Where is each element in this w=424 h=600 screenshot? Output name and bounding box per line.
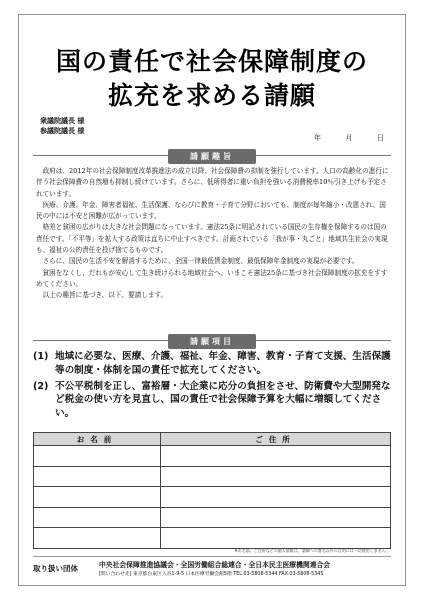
name-cell[interactable] <box>34 466 161 487</box>
addressee-house-of-councillors: 参議院議長 様 <box>40 127 85 135</box>
purpose-paragraph: 医療、介護、年金、障害者福祉、生活保護、ならびに教育・子育て分野においても、制度が毎年縮小・改悪され、国民の中には不安と困難が広がっています。 <box>36 200 386 221</box>
document-title-line2: 拡充を求める請願 <box>107 81 316 110</box>
signature-table <box>33 432 391 549</box>
name-cell[interactable] <box>34 507 161 528</box>
signature-row[interactable] <box>34 446 391 467</box>
purpose-body <box>36 166 390 302</box>
petition-item-text: 不公平税制を正し、富裕層・大企業に応分の負担をさせ、防衛費や大型開発など税金の使い方を見直し、国の責任で社会保障予算を大幅に増額してください。 <box>55 380 391 420</box>
footer <box>33 556 391 581</box>
signature-table-header <box>34 433 391 446</box>
address-cell[interactable] <box>161 466 391 487</box>
date-month-label: 月 <box>345 134 353 142</box>
name-column-header: お名前 <box>34 433 161 446</box>
name-cell[interactable] <box>34 528 161 549</box>
purpose-paragraph: 格差と貧困の広がりは大きな社会問題になっています。憲法25条に明記されている国民の生存権を保障するのは国の責任です。「不平等」を拡大する政策は直ちに中止すべきです。計画されている「我が事・丸ごと」地域共生社会の実現も、福祉の公的責任を投げ捨てるものです。 <box>36 223 388 255</box>
address-cell[interactable] <box>161 487 391 508</box>
purpose-heading: 請願趣旨 <box>168 149 256 164</box>
document-title-line1: 国の責任で社会保障制度の <box>55 47 368 76</box>
petition-item <box>33 350 397 378</box>
petition-items <box>33 350 397 421</box>
handling-organization-label: 取り扱い団体 <box>33 564 78 573</box>
petition-item <box>33 380 397 421</box>
contact-info: [問い合わせ先] 東京都台東区入谷1-9-5 日本医療労働会館5階 TEL.03-5808-5344 FAX.03-5808-5345 <box>99 572 324 577</box>
purpose-paragraph: 政府は、2012年の社会保障制度改革推進法の成立以降、社会保障費の抑制を強行しています。人口の高齢化の進行に伴う社会保障費の自然増も抑制し続けています。さらに、低所得者に重い負担を強いる消費税率10％引き上げも予定されています。 <box>36 167 389 198</box>
address-cell[interactable] <box>161 507 391 528</box>
date-line <box>314 133 384 143</box>
date-year-label: 年 <box>314 134 321 142</box>
items-heading: 請願項目 <box>168 334 256 349</box>
signature-row[interactable] <box>34 507 391 528</box>
privacy-note: ※お名前、ご住所などの個人情報は、請願への署名以外の目的には一切使用しません。 <box>234 548 390 553</box>
purpose-paragraph: 以上の趣旨に基づき、以下、要請します。 <box>42 291 168 300</box>
address-column-header: ご住所 <box>161 433 391 446</box>
petition-item-number: (1) <box>33 351 49 362</box>
name-cell[interactable] <box>34 487 161 508</box>
addressee-house-of-representatives: 衆議院議長 様 <box>40 117 85 125</box>
signature-row[interactable] <box>34 487 391 508</box>
organization-names: 中央社会保障推進協議会・全国労働組合総連合・全日本民主医療機関連合会 <box>99 561 331 569</box>
signature-row[interactable] <box>34 466 391 487</box>
signature-row[interactable] <box>34 528 391 549</box>
petition-item-number: (2) <box>33 380 49 392</box>
address-cell[interactable] <box>161 528 391 549</box>
purpose-paragraph: さらに、国民の生活不安を解消するために、全国一律最低賃金制度、最低保障年金制度の実現が必要です。 <box>42 257 359 266</box>
date-day-label: 日 <box>377 134 384 142</box>
name-cell[interactable] <box>34 446 161 467</box>
address-cell[interactable] <box>161 446 391 467</box>
petition-item-text: 地域に必要な、医療、介護、福祉、年金、障害、教育・子育て支援、生活保護等の制度・体制を国の責任で拡充してください。 <box>55 351 391 376</box>
purpose-paragraph: 貧困をなくし、だれもが安心して生き続けられる地域社会へ、いまこそ憲法25条に基づき社会保障制度の拡充をすすめてください。 <box>36 268 388 288</box>
